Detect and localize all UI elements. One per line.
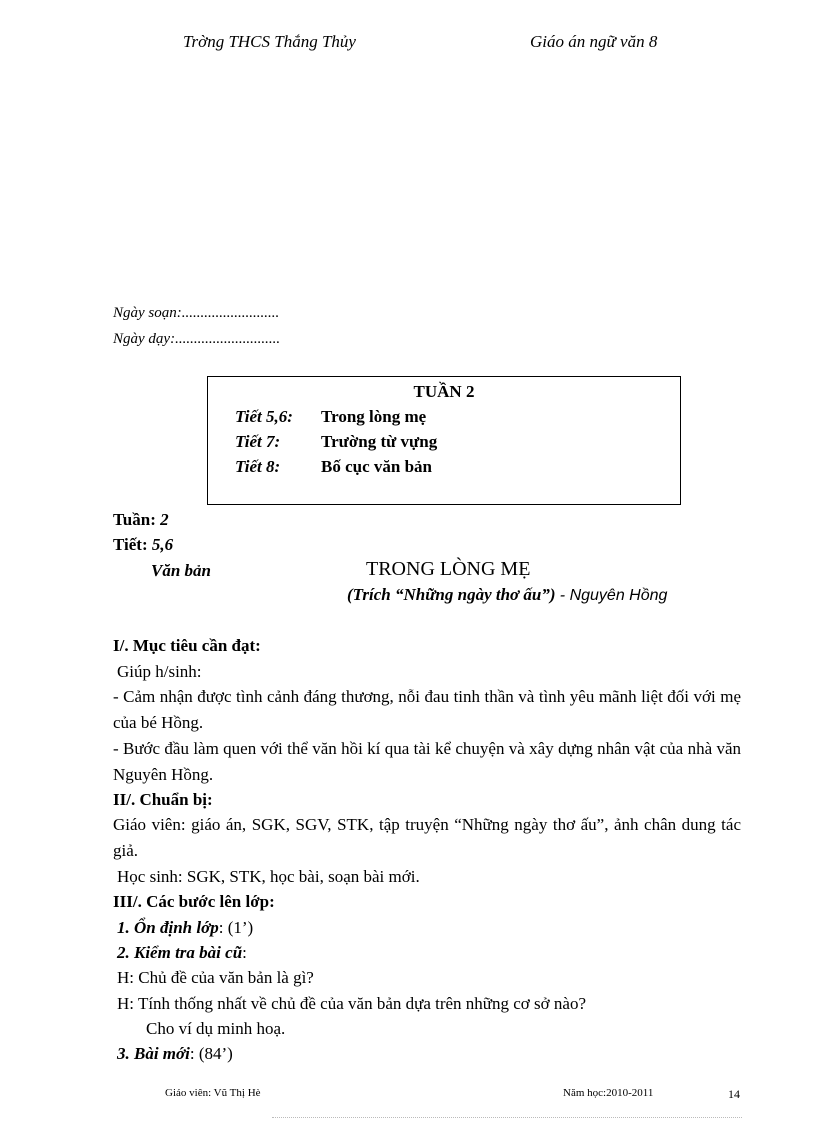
period-line [113,535,173,555]
week-label: Tuần: [113,510,156,529]
header-subject: Giáo án ngữ văn 8 [530,32,658,51]
box-row [235,407,426,427]
box-row-label: Tiết 8: [235,457,281,476]
section2-heading: II/. Chuẩn bị: [113,790,213,809]
date-prepared: Ngày soạn:.......................... [113,305,280,321]
header-school: Trờng THCS Thắng Thủy [183,32,356,51]
lesson-title: TRONG LÒNG MẸ [366,558,531,580]
page-number: 14 [728,1087,740,1101]
step1-label: 1. Ổn định lớp [117,918,219,937]
text-type-label: Văn bản [151,561,211,580]
step3-line [117,1044,745,1064]
lesson-subtitle: (Trích “Những ngày thơ ấu”) [347,585,556,604]
lesson-subtitle-line [347,585,667,605]
box-row-label: Tiết 5,6: [235,407,293,426]
question-2: H: Tính thống nhất về chủ đề của văn bản dựa trên những cơ sở nào? [117,994,586,1013]
lesson-author: - Nguyên Hồng [559,587,668,604]
box-row-label: Tiết 7: [235,432,281,451]
section2-teacher: Giáo viên: giáo án, SGK, SGV, STK, tập truyện “Những ngày thơ ấu”, ảnh chân dung tác giả. [113,815,741,860]
box-row [235,432,437,452]
section1-bullet2: - Bước đầu làm quen với thể văn hồi kí qua tài kể chuyện và xây dựng nhân vật của nhà văn Nguyên Hồng. [113,739,741,784]
section2-student: Học sinh: SGK, STK, học bài, soạn bài mới. [117,867,420,886]
week-title: TUẦN 2 [413,382,475,401]
section3-heading: III/. Các bước lên lớp: [113,892,275,911]
week-box [207,376,681,505]
question-2-cont: Cho ví dụ minh hoạ. [146,1019,286,1038]
period-value: 5,6 [151,535,174,554]
date-taught: Ngày dạy:............................ [113,331,281,347]
step2-label: 2. Kiểm tra bài cũ [117,943,243,962]
step2-rest: : [242,943,247,962]
section1-intro: Giúp h/sinh: [117,662,202,681]
step1-line [117,918,745,938]
box-row-value: Bố cục văn bản [321,457,432,476]
step2-line [117,943,745,963]
step1-rest: : (1’) [218,918,254,937]
question-1: H: Chủ đề của văn bản là gì? [117,968,314,987]
box-row-value: Trường từ vựng [321,432,438,451]
footer-divider [272,1117,742,1118]
footer-year: Năm học:2010-2011 [563,1087,654,1099]
section1-heading: I/. Mục tiêu cần đạt: [113,636,261,655]
step3-label: 3. Bài mới [117,1044,190,1063]
step3-rest: : (84’) [189,1044,233,1063]
footer-teacher: Giáo viên: Vũ Thị Hè [165,1087,261,1099]
week-line [113,510,169,530]
section1-bullet1: - Cảm nhận được tình cảnh đáng thương, nỗi đau tinh thần và tình yêu mãnh liệt đối với mẹ của bé Hồng. [113,687,741,732]
week-value: 2 [160,510,169,529]
period-label: Tiết: [113,535,148,554]
box-row-value: Trong lòng mẹ [321,407,427,426]
box-row [235,457,432,477]
